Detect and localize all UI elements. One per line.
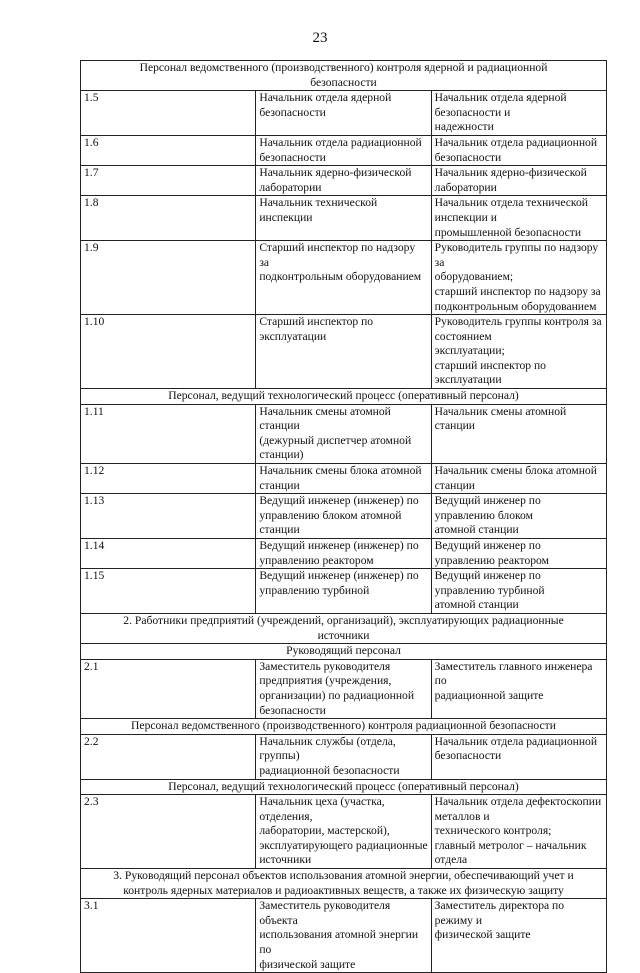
section-header-line: Персонал, ведущий технологический процесс (оперативный персонал): [168, 389, 519, 403]
equivalent-position: [431, 464, 606, 494]
standard-position-line: лаборатории: [259, 180, 322, 194]
equivalent-position-line: промышленной безопасности: [434, 225, 582, 239]
equivalent-position-line: технического контроля;: [434, 824, 552, 838]
standard-position-line: предприятия (учреждения,: [259, 674, 392, 688]
section-header-line: Руководящий персонал: [286, 644, 401, 658]
equivalent-position-line: Заместитель директора по режиму и: [434, 899, 565, 927]
item-number: 1.10: [81, 315, 256, 389]
table-row: [81, 464, 607, 494]
standard-position: [256, 196, 431, 241]
standard-position: [256, 135, 431, 165]
standard-position: [256, 539, 431, 569]
standard-position: [256, 166, 431, 196]
standard-position-line: Начальник технической инспекции: [259, 196, 378, 224]
equivalent-position: [431, 135, 606, 165]
equivalent-position: [431, 241, 606, 315]
standard-position: [256, 795, 431, 869]
standard-position: [256, 241, 431, 315]
equivalent-position-line: физической защите: [434, 928, 531, 942]
equivalent-position-line: Руководитель группы контроля за состоянием: [434, 315, 602, 343]
standard-position-line: лаборатории, мастерской),: [259, 824, 390, 838]
equivalent-position: [431, 539, 606, 569]
equivalent-position-line: Ведущий инженер по управлению блоком: [434, 494, 541, 522]
section-header-row: [81, 61, 607, 91]
item-number: 1.6: [81, 135, 256, 165]
standard-position-line: Ведущий инженер (инженер) по: [259, 539, 419, 552]
table-row: [81, 241, 607, 315]
equivalent-position: [431, 899, 606, 973]
table-row: [81, 795, 607, 869]
standard-position: [256, 464, 431, 494]
standard-position-line: физической защите: [259, 957, 356, 971]
section-header-row: [81, 779, 607, 795]
equivalent-position-line: безопасности: [434, 749, 502, 763]
equivalent-position-line: Ведущий инженер по управлению турбиной: [434, 569, 545, 597]
section-header: [81, 644, 607, 660]
section-header: [81, 779, 607, 795]
item-number: 1.5: [81, 91, 256, 136]
equivalent-position: [431, 315, 606, 389]
equivalent-position-line: надежности: [434, 120, 494, 134]
item-number: 2.2: [81, 734, 256, 779]
item-number: 1.11: [81, 404, 256, 463]
standard-position-line: Начальник отдела ядерной: [259, 91, 392, 105]
standard-position-line: станции: [259, 478, 300, 492]
section-header-row: [81, 613, 607, 643]
standard-position: [256, 899, 431, 973]
standard-position: [256, 734, 431, 779]
standard-position-line: Начальник смены блока атомной: [259, 464, 422, 478]
standard-position-line: источники: [259, 853, 312, 867]
equivalent-position-line: Начальник отдела ядерной безопасности и: [434, 91, 567, 119]
section-header-line: Персонал ведомственного (производственного) контроля радиационной безопасности: [131, 719, 556, 733]
standard-position-line: Ведущий инженер (инженер) по: [259, 569, 419, 583]
standard-position-line: управлению турбиной: [259, 583, 370, 597]
item-number: 1.7: [81, 166, 256, 196]
section-header: [81, 869, 607, 899]
table-row: [81, 539, 607, 569]
equivalent-position: [431, 166, 606, 196]
standard-position-line: Ведущий инженер (инженер) по: [259, 494, 419, 508]
table-row: [81, 659, 607, 718]
standard-position-line: радиационной безопасности: [259, 763, 400, 777]
equivalent-position: [431, 91, 606, 136]
item-number: 2.1: [81, 659, 256, 718]
standard-position-line: Начальник смены атомной станции: [259, 404, 391, 433]
standard-position-line: Заместитель руководителя: [259, 659, 391, 673]
section-header-line: Персонал, ведущий технологический процесс (оперативный персонал): [168, 779, 519, 793]
table-row: [81, 91, 607, 136]
section-header: [81, 719, 607, 735]
standard-position-line: использования атомной энергии по: [259, 928, 419, 957]
equivalent-position-line: подконтрольным оборудованием: [434, 299, 597, 313]
equivalent-position-line: Руководитель группы по надзору за: [434, 241, 599, 269]
equivalent-position: [431, 569, 606, 614]
equivalent-position-line: оборудованием;: [434, 270, 514, 284]
positions-table: [80, 60, 607, 973]
equivalent-position-line: радиационной защите: [434, 688, 544, 702]
equivalent-position-line: Начальник отдела радиационной: [434, 734, 598, 748]
standard-position: [256, 569, 431, 614]
standard-position: [256, 315, 431, 389]
page-number: 23: [312, 30, 328, 46]
item-number: 3.1: [81, 899, 256, 973]
standard-position-line: безопасности: [259, 150, 326, 164]
section-header-line: Персонал ведомственного (производственного) контроля ядерной и радиационной: [139, 61, 548, 74]
item-number: 1.13: [81, 494, 256, 539]
table-row: [81, 404, 607, 463]
section-header-line: безопасности: [310, 75, 377, 89]
item-number: 1.15: [81, 569, 256, 614]
standard-position: [256, 494, 431, 539]
equivalent-position-line: эксплуатации;: [434, 344, 505, 358]
equivalent-position-line: Начальник ядерно-физической лаборатории: [434, 166, 587, 194]
standard-position: [256, 91, 431, 136]
standard-position-line: (дежурный диспетчер атомной: [259, 433, 412, 447]
standard-position: [256, 659, 431, 718]
section-header-line: контроль ядерных материалов и радиоактивных веществ, а также их физическую защиту: [123, 883, 564, 897]
table-row: [81, 166, 607, 196]
section-header-row: [81, 644, 607, 660]
equivalent-position-line: безопасности: [434, 150, 502, 164]
standard-position-line: организации) по радиационной: [259, 688, 415, 702]
equivalent-position-line: Начальник отдела дефектоскопии металлов и: [434, 795, 602, 823]
equivalent-position: [431, 795, 606, 869]
section-header-line: 2. Работники предприятий (учреждений, организаций), эксплуатирующих радиационные: [123, 613, 564, 627]
section-header-line: источники: [317, 628, 370, 642]
equivalent-position-line: атомной станции: [434, 523, 519, 537]
equivalent-position-line: Ведущий инженер по управлению реактором: [434, 539, 549, 567]
equivalent-position-line: Начальник отдела технической инспекции и: [434, 196, 588, 224]
item-number: 1.8: [81, 196, 256, 241]
equivalent-position: [431, 734, 606, 779]
standard-position-line: безопасности: [259, 105, 326, 119]
standard-position-line: безопасности: [259, 703, 326, 717]
equivalent-position: [431, 404, 606, 463]
standard-position-line: Начальник ядерно-физической: [259, 166, 412, 180]
equivalent-position: [431, 659, 606, 718]
item-number: 1.12: [81, 464, 256, 494]
equivalent-position-line: старший инспектор по эксплуатации: [434, 358, 546, 387]
table-row: [81, 196, 607, 241]
standard-position: [256, 404, 431, 463]
equivalent-position-line: главный метролог – начальник отдела: [434, 838, 587, 867]
section-header-row: [81, 719, 607, 735]
standard-position-line: Начальник отдела радиационной: [259, 135, 422, 149]
table-body: [81, 61, 607, 973]
equivalent-position-line: Начальник смены атомной станции: [434, 404, 567, 433]
standard-position-line: станции): [259, 448, 304, 462]
item-number: 2.3: [81, 795, 256, 869]
table-row: [81, 569, 607, 614]
equivalent-position: [431, 494, 606, 539]
section-header: [81, 61, 607, 91]
section-header-line: 3. Руководящий персонал объектов использования атомной энергии, обеспечивающий учет и: [113, 869, 574, 883]
table-row: [81, 899, 607, 973]
item-number: 1.9: [81, 241, 256, 315]
standard-position-line: управлению реактором: [259, 553, 374, 567]
standard-position-line: Начальник цеха (участка, отделения,: [259, 795, 385, 823]
equivalent-position-line: Заместитель главного инженера по: [434, 659, 593, 688]
table-row: [81, 494, 607, 539]
table-row: [81, 135, 607, 165]
table-row: [81, 734, 607, 779]
item-number: 1.14: [81, 539, 256, 569]
equivalent-position-line: старший инспектор по надзору за: [434, 284, 601, 298]
equivalent-position-line: Начальник отдела радиационной: [434, 135, 598, 149]
section-header: [81, 613, 607, 643]
standard-position-line: Начальник службы (отдела, группы): [259, 734, 396, 763]
equivalent-position-line: Начальник смены блока атомной станции: [434, 464, 597, 492]
section-header-row: [81, 869, 607, 899]
table-row: [81, 315, 607, 389]
equivalent-position: [431, 196, 606, 241]
standard-position-line: Старший инспектор по эксплуатации: [259, 315, 374, 343]
section-header-row: [81, 389, 607, 405]
standard-position-line: подконтрольным оборудованием: [259, 270, 422, 284]
section-header: [81, 389, 607, 405]
standard-position-line: Заместитель руководителя объекта: [259, 899, 391, 927]
equivalent-position-line: атомной станции: [434, 598, 519, 612]
standard-position-line: эксплуатирующего радиационные: [259, 838, 428, 852]
standard-position-line: управлению блоком атомной станции: [259, 508, 402, 537]
standard-position-line: Старший инспектор по надзору за: [259, 241, 416, 269]
